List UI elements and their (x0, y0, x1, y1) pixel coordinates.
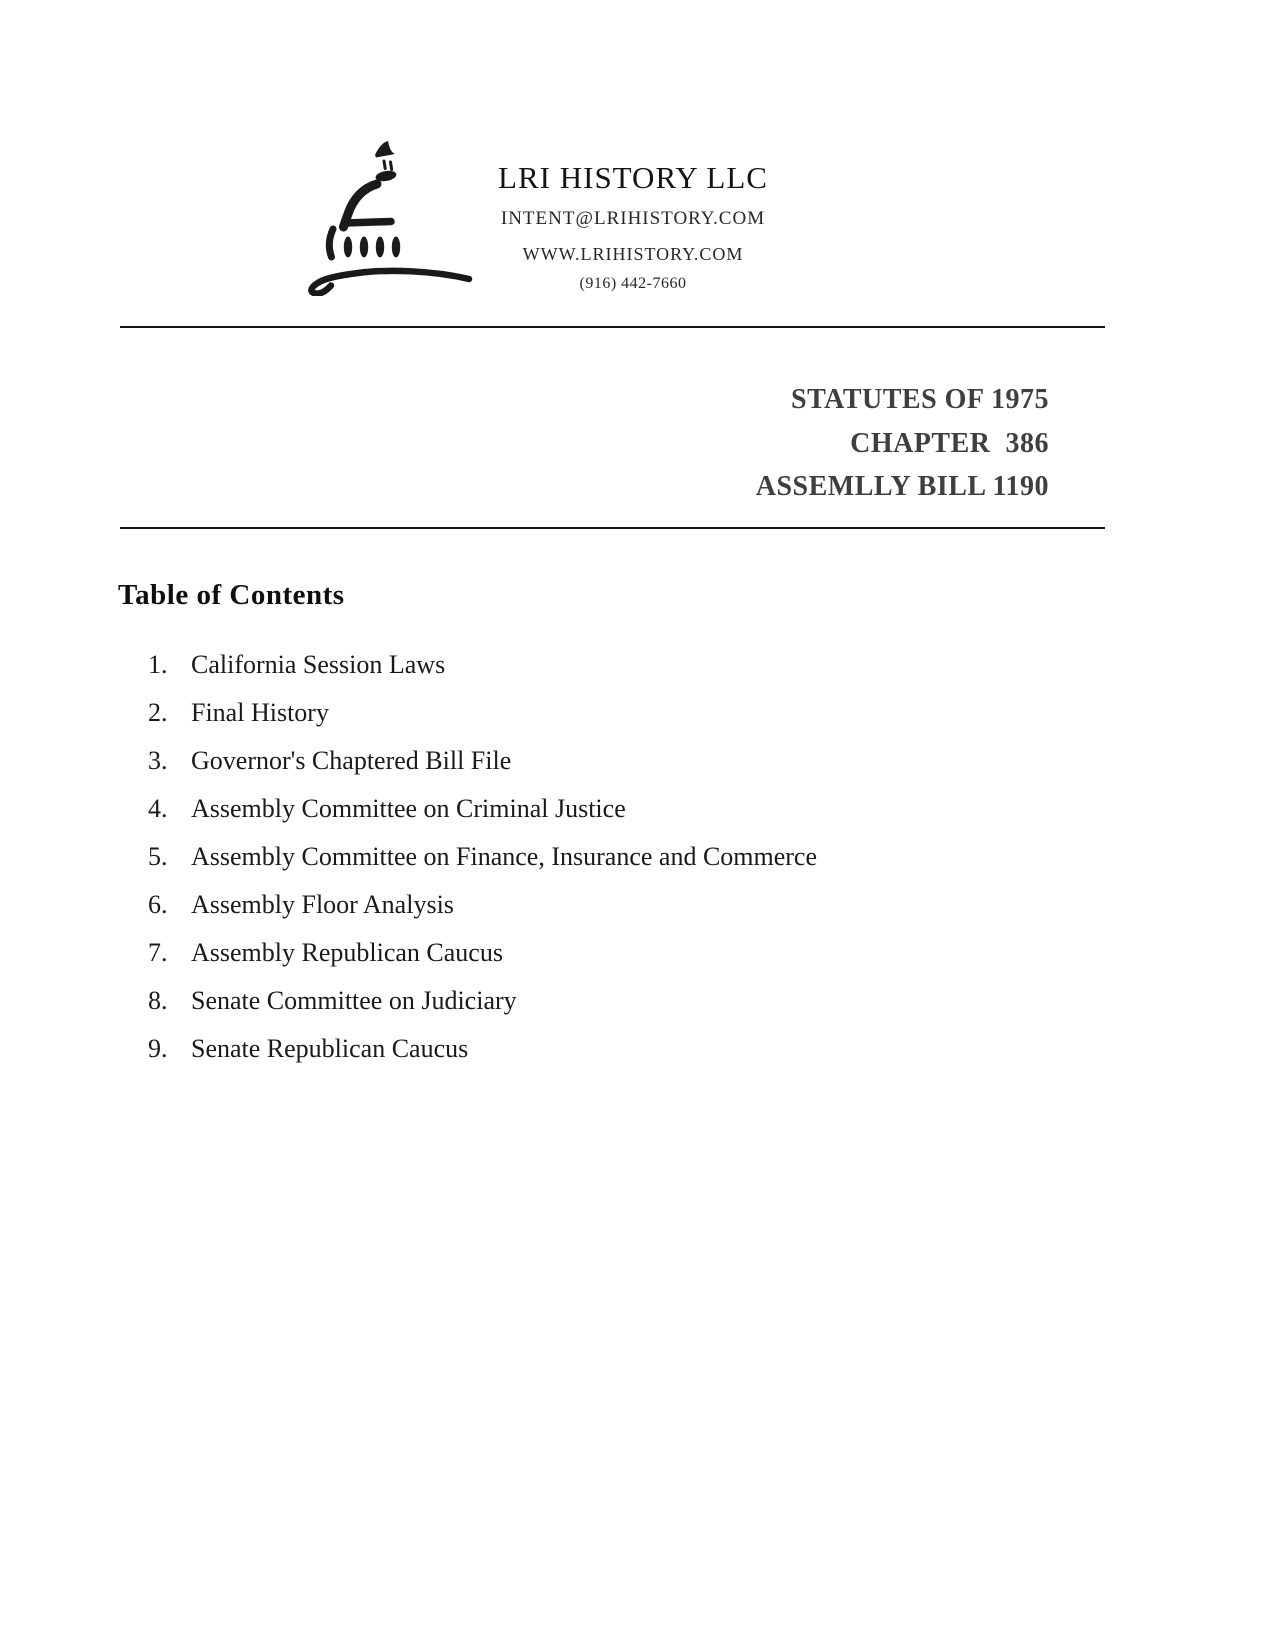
toc-item (148, 889, 1048, 921)
company-phone: (916) 442-7660 (579, 275, 687, 292)
toc-item-label: Final History (191, 698, 329, 727)
toc-item-label: Assembly Committee on Criminal Justice (191, 794, 626, 823)
divider-bottom (120, 527, 1105, 529)
toc-item-label: Assembly Republican Caucus (191, 938, 503, 967)
toc-item (148, 985, 1048, 1017)
toc-item-number: 3. (148, 746, 168, 775)
divider-top (120, 326, 1105, 328)
toc-item-number: 4. (148, 794, 168, 823)
toc-item (148, 649, 1048, 681)
toc-item-label: Senate Committee on Judiciary (191, 986, 517, 1015)
toc-item (148, 697, 1048, 729)
company-email: INTENT@LRIHISTORY.COM (500, 208, 766, 229)
company-name: LRI HISTORY LLC (498, 160, 768, 195)
toc-item (148, 1033, 1048, 1065)
toc-title: Table of Contents (118, 579, 345, 611)
toc-item (148, 937, 1048, 969)
toc-item (148, 793, 1048, 825)
toc-item-label: California Session Laws (191, 650, 446, 679)
toc-item-number: 9. (148, 1034, 168, 1063)
statutes-line: STATUTES OF 1975 (791, 384, 1049, 415)
company-website: WWW.LRIHISTORY.COM (522, 244, 744, 264)
toc-item-number: 5. (148, 842, 168, 871)
toc-item-label: Governor's Chaptered Bill File (191, 746, 512, 775)
document-info (549, 378, 1049, 509)
toc-item-label: Assembly Committee on Finance, Insurance and Commerce (191, 842, 818, 871)
toc-item-number: 8. (148, 986, 168, 1015)
toc-item-number: 1. (148, 650, 168, 679)
chapter-line: CHAPTER 386 (850, 427, 1049, 459)
toc-item-number: 6. (148, 890, 168, 919)
toc-item-number: 2. (148, 698, 168, 727)
letterhead (433, 160, 833, 296)
bill-line: ASSEMLLY BILL 1190 (755, 471, 1049, 502)
toc-item-label: Senate Republican Caucus (191, 1034, 469, 1063)
toc-item-number: 7. (148, 938, 168, 967)
toc-item (148, 841, 1048, 873)
toc-item-label: Assembly Floor Analysis (191, 890, 454, 919)
toc-list (148, 649, 1048, 1081)
toc-item (148, 745, 1048, 777)
